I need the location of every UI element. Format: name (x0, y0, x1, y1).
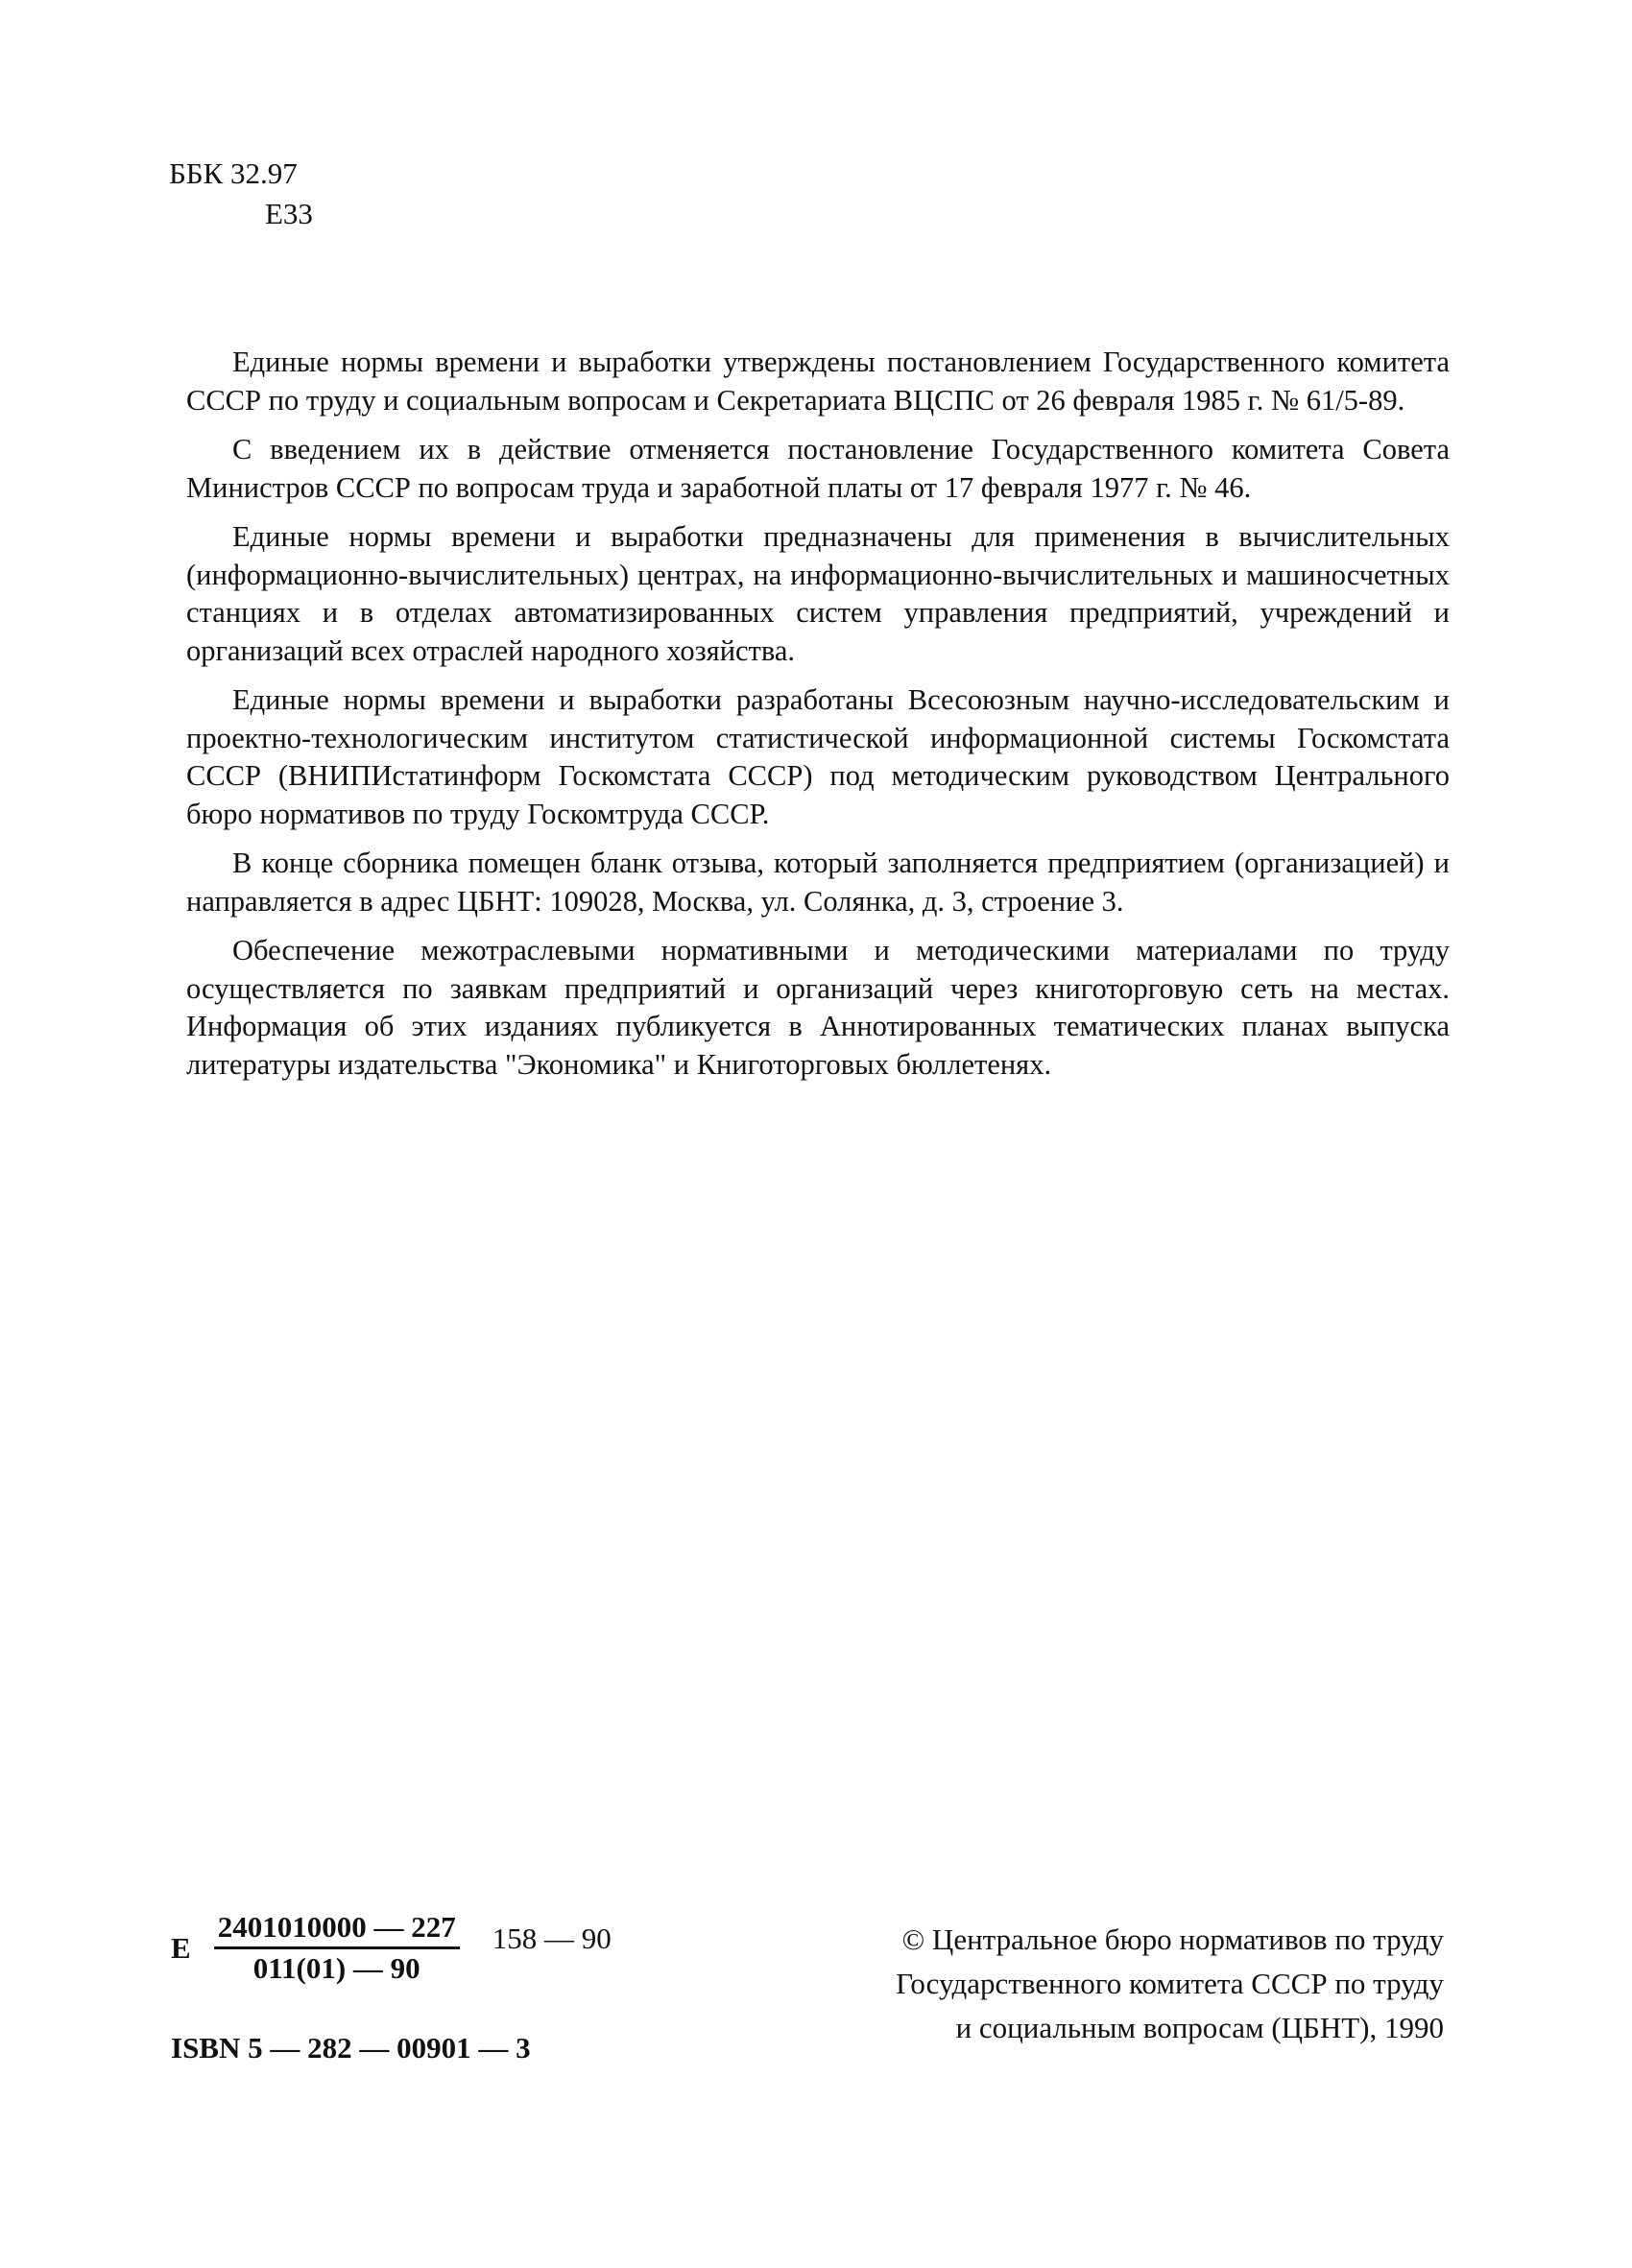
paragraph-distribution: Обеспечение межотраслевыми нормативными и методическими материалами по труду осуществляется по заявкам предприятий и организаций через книготорговую сеть на местах. Информация об этих изданиях публикуется в Аннотированных тематических планах выпуска литературы издательства "Экономика" и Книготорговых бюллетенях. (186, 934, 1450, 1081)
paragraph-feedback-form: В конце сборника помещен бланк отзыва, который заполняется предприятием (организацией) и направляется в адрес ЦБНТ: 109028, Москва, ул. Солянка, д. 3, строение 3. (186, 847, 1450, 918)
paragraph-approval: Единые нормы времени и выработки утверждены постановлением Государственного комитета СССР по труду и социальным вопросам и Секретариата ВЦСПС от 26 февраля 1985 г. № 61/5-89. (186, 346, 1450, 417)
publication-index (171, 1910, 612, 1986)
index-fraction (214, 1910, 460, 1986)
paragraph-developers: Единые нормы времени и выработки разработаны Всесоюзным научно-исследовательским и проектно-технологическим институтом статистической информационной системы Госкомстата СССР (ВНИПИстатинформ Госкомстата СССР) под методическим руководством Центрального бюро нормативов по труду Госкомтруда СССР. (186, 683, 1450, 830)
copyright-line-1: © Центральное бюро нормативов по труду (901, 1922, 1444, 1956)
paragraph-purpose: Единые нормы времени и выработки предназначены для применения в вычислительных (информационно-вычислительных) центрах, на информационно-вычислительных и машиносчетных станциях и в отделах автоматизированных систем управления предприятий, учреждений и организаций всех отраслей народного хозяйства. (186, 520, 1450, 667)
author-mark: Е33 (265, 197, 313, 230)
bbk-code: ББК 32.97 (169, 156, 298, 190)
copyright-notice (772, 1918, 1444, 2050)
index-letter: Е (171, 1930, 191, 1965)
index-denominator: 011(01) — 90 (252, 1951, 420, 1985)
index-numerator: 2401010000 — 227 (214, 1910, 460, 1949)
isbn-number: ISBN 5 — 282 — 00901 — 3 (171, 2031, 531, 2065)
annotation-text (186, 344, 1450, 1095)
bbk-block (169, 154, 313, 234)
copyright-line-2: Государственного комитета СССР по труду (896, 1967, 1444, 2000)
publisher-code: 158 — 90 (492, 1921, 612, 1955)
paragraph-cancellation: С введением их в действие отменяется постановление Государственного комитета Совета Министров СССР по вопросам труда и заработной платы от 17 февраля 1977 г. № 46. (186, 433, 1450, 504)
copyright-line-3: и социальным вопросам (ЦБНТ), 1990 (955, 2011, 1444, 2044)
